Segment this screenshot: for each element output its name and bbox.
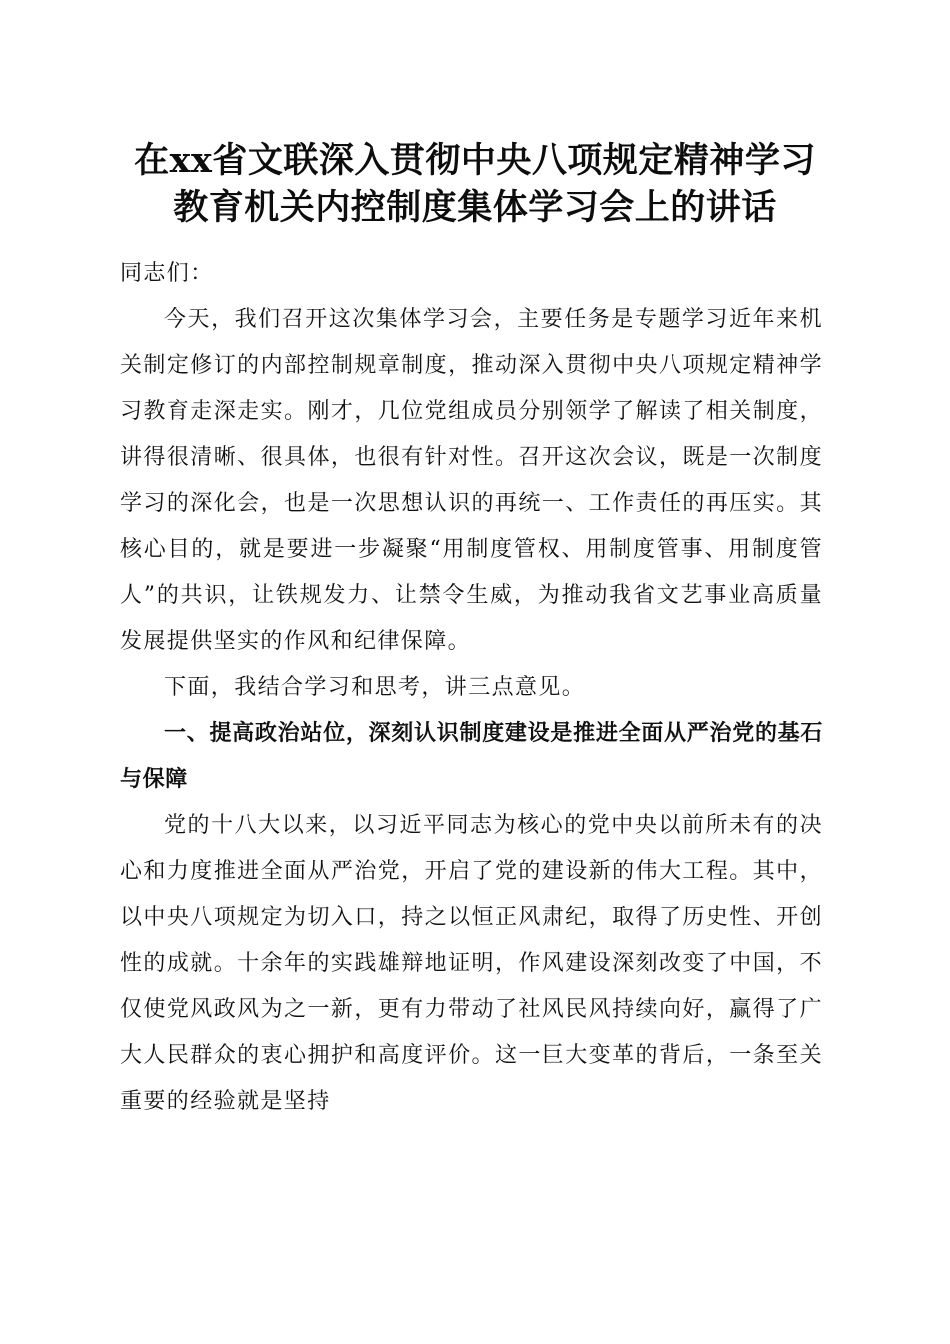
title-line-1: 在xx省文联深入贯彻中央八项规定精神学习 bbox=[134, 140, 816, 181]
section-heading-1: 一、提高政治站位，深刻认识制度建设是推进全面从严治党的基石与保障 bbox=[120, 721, 823, 792]
paragraph-opening: 今天，我们召开这次集体学习会，主要任务是专题学习近年来机关制定修订的内部控制规章制度，推动深入贯彻中央八项规定精神学习教育走深走实。刚才，几位党组成员分别领学了解读了相关制度，讲得很清晰、很具体，也很有针对性。召开这次会议，既是一次制度学习的深化会，也是一次思想认识的再统一、工作责任的再压实。其核心目的，就是要进一步凝聚“用制度管权、用制度管事、用制度管人”的共识，让铁规发力、让禁令生威，为推动我省文艺事业高质量发展提供坚实的作风和纪律保障。 bbox=[120, 307, 823, 654]
document-title bbox=[100, 137, 850, 231]
paragraph-outline: 下面，我结合学习和思考，讲三点意见。 bbox=[164, 675, 586, 700]
paragraph-section-1: 党的十八大以来，以习近平同志为核心的党中央以前所未有的决心和力度推进全面从严治党，开启了党的建设新的伟大工程。其中，以中央八项规定为切入口，持之以恒正风肃纪，取得了历史性、开创性的成就。十余年的实践雄辩地证明，作风建设深刻改变了中国，不仅使党风政风为之一新，更有力带动了社风民风持续向好，赢得了广大人民群众的衷心拥护和高度评价。这一巨大变革的背后，一条至关重要的经验就是坚持 bbox=[120, 813, 823, 1114]
document-body bbox=[120, 251, 823, 1125]
salutation: 同志们： bbox=[120, 261, 214, 286]
title-line-2: 教育机关内控制度集体学习会上的讲话 bbox=[173, 187, 777, 228]
